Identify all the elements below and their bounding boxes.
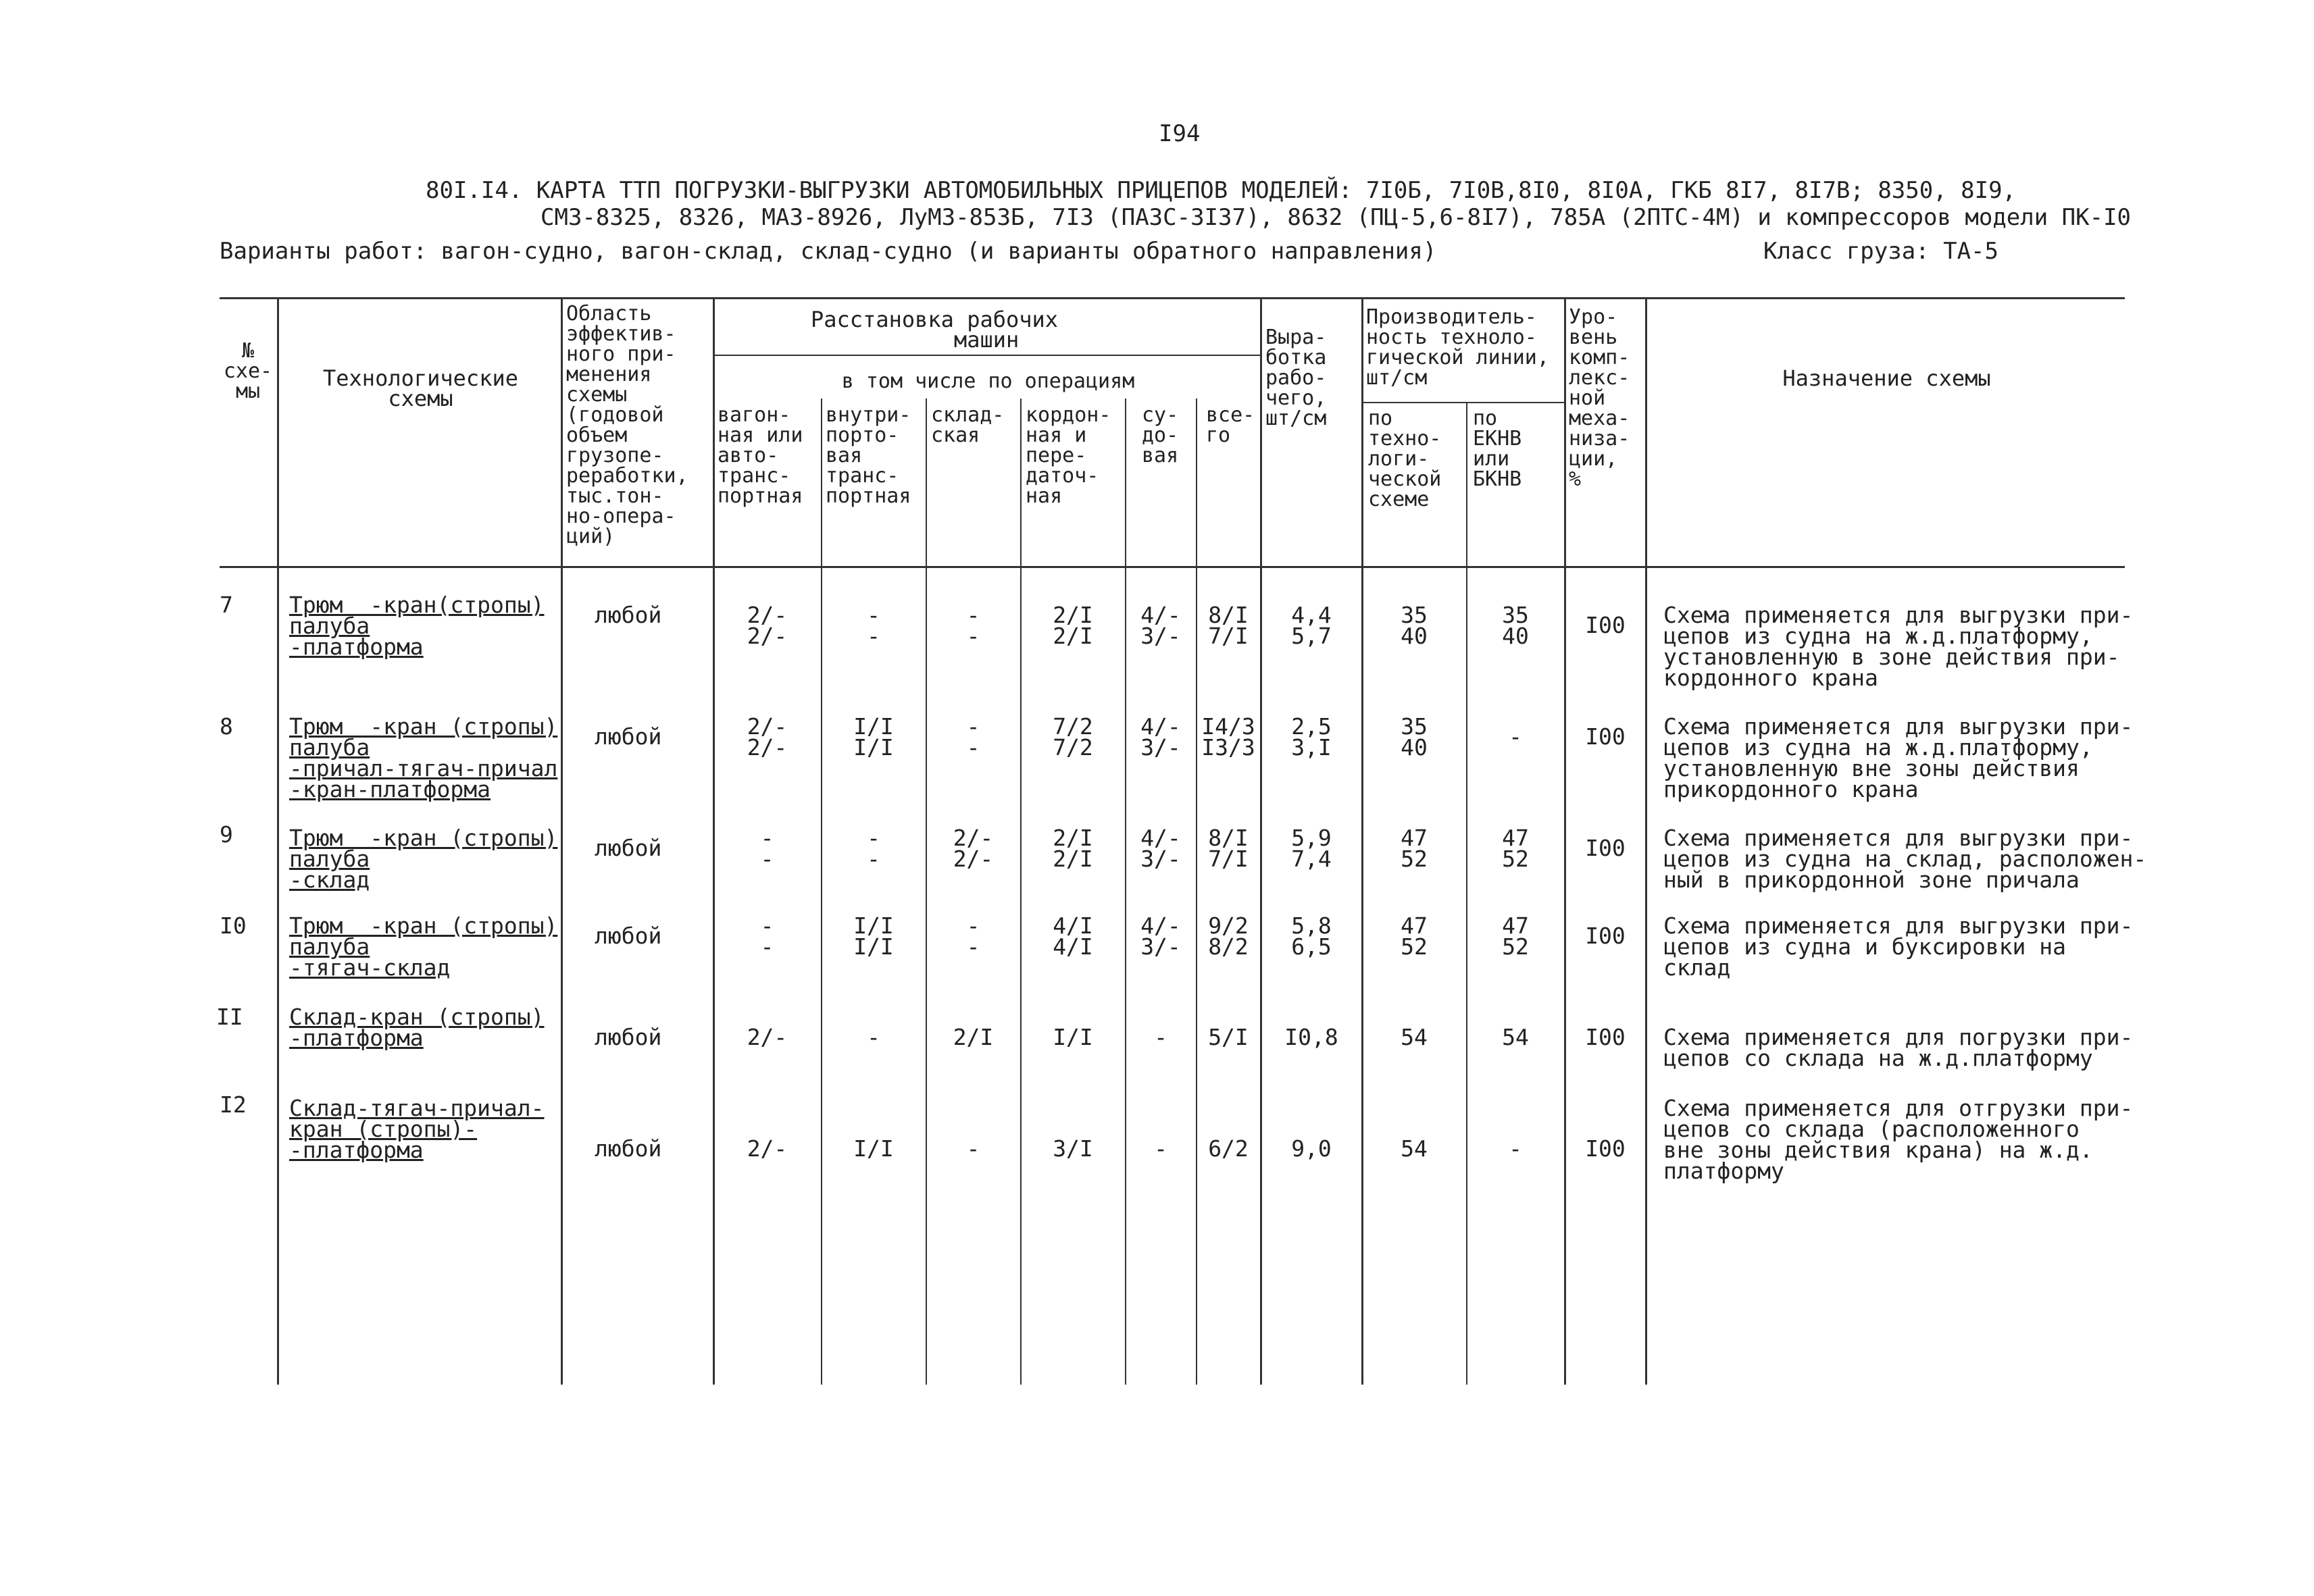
row-mechanization: I00 xyxy=(1585,1135,1626,1162)
row-op-ship: - xyxy=(1154,1135,1167,1162)
row-output: 5,9 7,4 xyxy=(1291,825,1332,872)
header-machine-placement: Расстановка рабочих машин xyxy=(811,307,1059,353)
row-op-cordon: 3/I xyxy=(1053,1135,1093,1162)
row-purpose: Схема применяется для выгрузки при- цепов из судна на ж.д.платформу, установленную в зоне действия при- кордонного крана xyxy=(1663,602,2134,691)
row-purpose: Схема применяется для отгрузки при- цепов со склада (расположенного вне зоны действия крана) на ж.д. платформу xyxy=(1663,1095,2134,1184)
work-variants: Варианты работ: вагон-судно, вагон-склад, склад-судно (и варианты обратного направления) xyxy=(220,238,1437,265)
row-op-wagon: - - xyxy=(760,825,774,872)
header-op-cordon: кордон- ная и пере- даточ- ная xyxy=(1026,403,1111,508)
row-num: 7 xyxy=(220,592,233,618)
title-line-2: СМЗ-8325, 8326, МАЗ-8926, ЛуМЗ-853Б, 7I3 (ПАЗС-3I37), 8632 (ПЦ-5,6-8I7), 785А (2ПТС-4М) и компрессоров модели ПК-I0 xyxy=(540,204,2132,231)
row-op-ship: 4/- 3/- xyxy=(1140,602,1181,649)
row-tech-scheme: Трюм -кран (стропы) палуба -причал-тягач-причал -кран-платформа xyxy=(289,713,558,802)
header-application-area: Область эффектив- ного при- менения схемы (годовой объем грузопе- реработки, тыс.тон- но-опера- ций) xyxy=(566,302,688,548)
row-prod-tech: 35 40 xyxy=(1401,602,1428,649)
row-op-wagon: - - xyxy=(760,912,774,960)
row-purpose: Схема применяется для погрузки при- цепов со склада на ж.д.платформу xyxy=(1663,1024,2134,1071)
row-num: I2 xyxy=(220,1091,247,1118)
row-prod-tech: 47 52 xyxy=(1401,825,1428,872)
row-tech-scheme: Трюм -кран (стропы) палуба -тягач-склад xyxy=(289,912,558,981)
row-prod-ekhnv: 47 52 xyxy=(1502,825,1529,872)
row-prod-ekhnv: - xyxy=(1509,1135,1522,1162)
row-op-total: I4/3 I3/3 xyxy=(1201,713,1255,761)
row-mechanization: I00 xyxy=(1585,723,1626,750)
header-by-operations: в том числе по операциям xyxy=(841,369,1135,393)
document-title xyxy=(426,177,2131,231)
row-area: любой xyxy=(595,1024,662,1050)
row-area: любой xyxy=(595,602,662,628)
row-op-inner: - xyxy=(867,1024,880,1050)
row-prod-ekhnv: 47 52 xyxy=(1502,912,1529,960)
row-mechanization: I00 xyxy=(1585,612,1626,638)
header-op-store: склад- ская xyxy=(931,403,1005,447)
header-prod-ekhnv: по ЕКНВ или БКНВ xyxy=(1473,407,1522,491)
row-prod-ekhnv: - xyxy=(1509,723,1522,750)
row-op-inner: - - xyxy=(867,602,880,649)
row-tech-scheme: Склад-кран (стропы) -платформа xyxy=(289,1004,545,1051)
row-op-inner: I/I I/I xyxy=(853,713,894,761)
row-op-cordon: 2/I 2/I xyxy=(1053,825,1093,872)
row-output: 9,0 xyxy=(1291,1135,1332,1162)
row-op-cordon: 4/I 4/I xyxy=(1053,912,1093,960)
header-op-wagon: вагон- ная или авто- транс- портная xyxy=(718,403,803,508)
row-mechanization: I00 xyxy=(1585,923,1626,949)
row-op-wagon: 2/- xyxy=(747,1135,788,1162)
header-op-ship: су- до- вая xyxy=(1142,403,1179,467)
row-op-total: 5/I xyxy=(1208,1024,1249,1050)
row-op-ship: - xyxy=(1154,1024,1167,1050)
row-op-inner: - - xyxy=(867,825,880,872)
row-op-total: 8/I 7/I xyxy=(1208,602,1249,649)
row-prod-ekhnv: 54 xyxy=(1502,1024,1529,1050)
row-purpose: Схема применяется для выгрузки при- цепов из судна на склад, расположен- ный в прикордонной зоне причала xyxy=(1663,825,2147,893)
row-mechanization: I00 xyxy=(1585,1024,1626,1050)
row-op-store: 2/- 2/- xyxy=(953,825,994,872)
header-mechanization: Уро- вень комп- лекс- ной меха- низа- ции, % xyxy=(1569,305,1630,491)
row-op-store: - - xyxy=(966,713,980,761)
row-num: II xyxy=(216,1004,243,1030)
row-op-store: - xyxy=(966,1135,980,1162)
row-area: любой xyxy=(595,835,662,861)
header-purpose: Назначение схемы xyxy=(1782,365,1991,391)
row-op-wagon: 2/- xyxy=(747,1024,788,1050)
header-prod-tech: по техно- логи- ческой схеме xyxy=(1368,407,1442,511)
row-area: любой xyxy=(595,1135,662,1162)
row-prod-tech: 47 52 xyxy=(1401,912,1428,960)
row-prod-tech: 54 xyxy=(1401,1024,1428,1050)
header-tech-schemes: Технологические схемы xyxy=(323,365,518,411)
row-op-ship: 4/- 3/- xyxy=(1140,912,1181,960)
row-num: 8 xyxy=(220,713,233,740)
row-op-inner: I/I xyxy=(853,1135,894,1162)
row-output: 4,4 5,7 xyxy=(1291,602,1332,649)
row-op-total: 6/2 xyxy=(1208,1135,1249,1162)
row-prod-tech: 35 40 xyxy=(1401,713,1428,761)
row-op-ship: 4/- 3/- xyxy=(1140,825,1181,872)
row-num: 9 xyxy=(220,821,233,848)
row-op-wagon: 2/- 2/- xyxy=(747,602,788,649)
row-op-store: - - xyxy=(966,602,980,649)
row-op-total: 9/2 8/2 xyxy=(1208,912,1249,960)
row-output: 2,5 3,I xyxy=(1291,713,1332,761)
row-prod-ekhnv: 35 40 xyxy=(1502,602,1529,649)
title-line-1: 80I.I4. КАРТА ТТП ПОГРУЗКИ-ВЫГРУЗКИ АВТОМОБИЛЬНЫХ ПРИЦЕПОВ МОДЕЛЕЙ: 7I0Б, 7I0В,8I0, 8I0А, ГКБ 8I7, 8I7В; 8350, 8I9, xyxy=(426,177,2017,204)
row-op-store: - - xyxy=(966,912,980,960)
row-op-total: 8/I 7/I xyxy=(1208,825,1249,872)
row-purpose: Схема применяется для выгрузки при- цепов из судна на ж.д.платформу, установленную вне зоны действия прикордонного крана xyxy=(1663,713,2134,802)
row-output: I0,8 xyxy=(1284,1024,1338,1050)
row-num: I0 xyxy=(220,912,247,939)
row-op-wagon: 2/- 2/- xyxy=(747,713,788,761)
row-prod-tech: 54 xyxy=(1401,1135,1428,1162)
row-op-inner: I/I I/I xyxy=(853,912,894,960)
header-productivity: Производитель- ность техноло- гической линии, шт/см xyxy=(1366,305,1549,390)
row-tech-scheme: Склад-тягач-причал- кран (стропы)- -платформа xyxy=(289,1095,545,1163)
row-op-ship: 4/- 3/- xyxy=(1140,713,1181,761)
row-tech-scheme: Трюм -кран (стропы) палуба -склад xyxy=(289,825,558,893)
row-purpose: Схема применяется для выгрузки при- цепов из судна и буксировки на склад xyxy=(1663,912,2134,981)
header-output: Выра- ботка рабо- чего, шт/см xyxy=(1265,326,1327,430)
row-op-store: 2/I xyxy=(953,1024,994,1050)
row-op-cordon: I/I xyxy=(1053,1024,1093,1050)
cargo-class: Класс груза: ТА-5 xyxy=(1763,238,1998,265)
row-area: любой xyxy=(595,723,662,750)
row-op-cordon: 7/2 7/2 xyxy=(1053,713,1093,761)
header-op-inner: внутри- порто- вая транс- портная xyxy=(826,403,911,508)
header-num: № схе- мы xyxy=(223,339,273,403)
row-area: любой xyxy=(595,923,662,949)
row-mechanization: I00 xyxy=(1585,835,1626,861)
row-op-cordon: 2/I 2/I xyxy=(1053,602,1093,649)
header-op-total: все- го xyxy=(1206,403,1255,447)
row-tech-scheme: Трюм -кран(стропы) палуба -платформа xyxy=(289,592,545,660)
row-output: 5,8 6,5 xyxy=(1291,912,1332,960)
page-number: I94 xyxy=(1159,120,1201,147)
